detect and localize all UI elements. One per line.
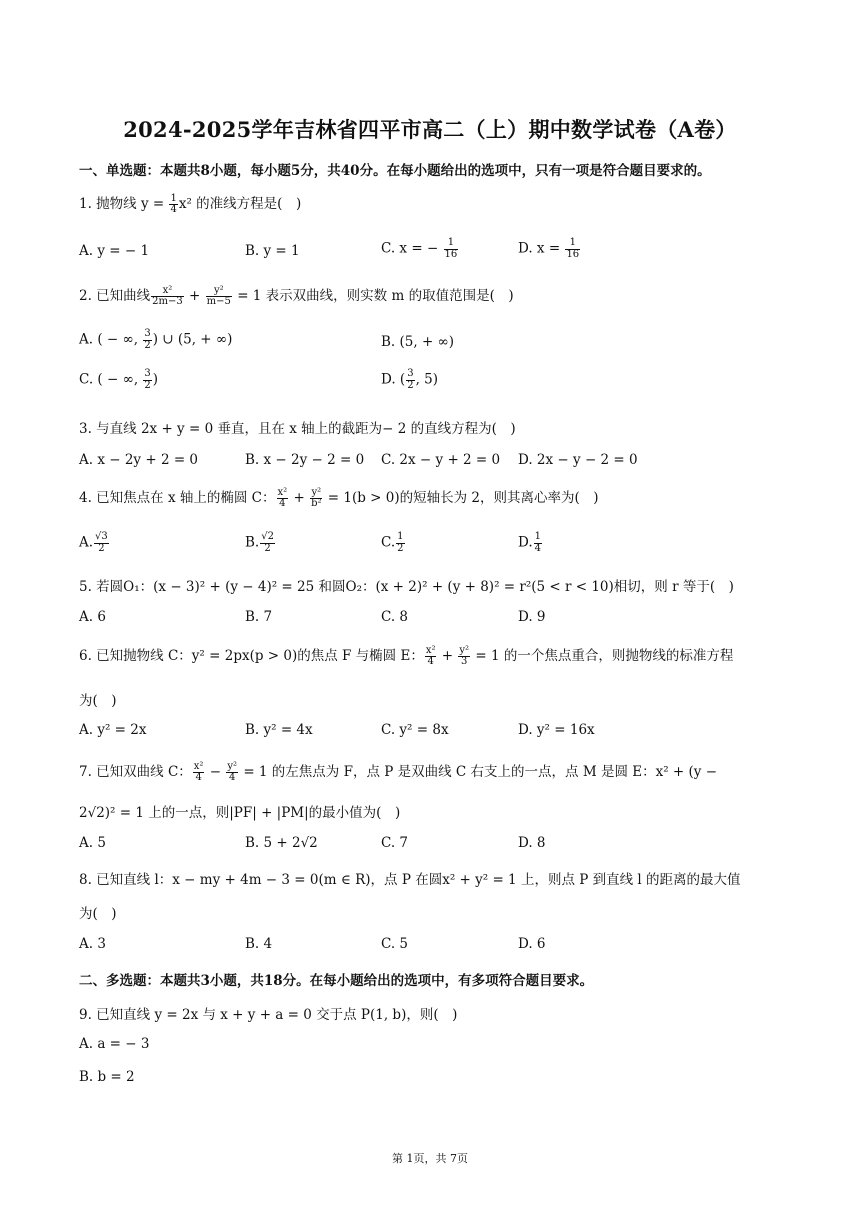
page-title: 2024-2025学年吉林省四平市高二（上）期中数学试卷（A卷）	[123, 117, 737, 142]
question-1-option-d: D. x = $\frac{1}{16}$	[518, 237, 580, 260]
question-3-option-b: B. x − 2y − 2 = 0	[245, 452, 365, 468]
question-7-option-d: D. 8	[518, 835, 546, 851]
section-heading-multi-choice: 二、多选题：本题共3小题，共18分。在每小题给出的选项中，有多项符合题目要求。	[79, 973, 594, 989]
question-1-text-b: x² 的准线方程是( )	[178, 196, 302, 212]
question-7-option-c: C. 7	[381, 835, 409, 851]
question-8-option-d: D. 6	[518, 936, 546, 952]
question-3-option-c: C. 2x − y + 2 = 0	[381, 452, 501, 468]
question-7-stem-cont: 2√2)² = 1 上的一点，则|PF| + |PM|的最小值为( )	[79, 805, 401, 821]
question-1-text-a: 1. 抛物线 y =	[79, 196, 169, 212]
question-4-stem: 4. 已知焦点在 x 轴上的椭圆 C： $\frac{\text{x²}}{4}$ + $\frac{\text{y²}}{\text{b²}}$ = 1(b > 0)的短轴长为 2，则其离心率为( )	[79, 486, 599, 509]
question-8-stem-cont: 为( )	[79, 906, 117, 922]
question-4-option-c: C. $\frac{1}{2}$	[381, 531, 404, 554]
question-9-stem: 9. 已知直线 y = 2x 与 x + y + a = 0 交于点 P(1, b)，则( )	[79, 1007, 458, 1023]
question-6-option-c: C. y² = 8x	[381, 722, 449, 738]
question-8-option-c: C. 5	[381, 936, 409, 952]
question-3-option-d: D. 2x − y − 2 = 0	[518, 452, 638, 468]
question-1-option-c: C. x = − $\frac{1}{16}$	[381, 237, 458, 260]
question-9-option-a: A. a = − 3	[79, 1036, 150, 1052]
question-6-option-d: D. y² = 16x	[518, 722, 595, 738]
question-8-option-a: A. 3	[79, 936, 106, 952]
question-7-stem: 7. 已知双曲线 C： $\frac{\text{x²}}{4}$ − $\frac{\text{y²}}{4}$ = 1 的左焦点为 F，点 P 是双曲线 C 右支上的一点，点 M 是圆 E：x² + (y −	[79, 760, 718, 783]
question-8-option-b: B. 4	[245, 936, 273, 952]
question-9-option-b: B. b = 2	[79, 1069, 135, 1085]
question-7-option-b: B. 5 + 2√2	[245, 835, 318, 851]
question-2-option-d: D. ( $\frac{3}{2}$ , 5)	[381, 368, 439, 391]
question-8-stem: 8. 已知直线 l：x − my + 4m − 3 = 0(m ∈ R)，点 P 在圆x² + y² = 1 上，则点 P 到直线 l 的距离的最大值	[79, 872, 741, 888]
question-2-option-b: B. (5, + ∞)	[381, 334, 455, 350]
question-7-option-a: A. 5	[79, 835, 106, 851]
question-5-stem: 5. 若圆O₁：(x − 3)² + (y − 4)² = 25 和圆O₂：(x + 2)² + (y + 8)² = r²(5 < r < 10)相切，则 r 等于( )	[79, 579, 734, 595]
question-1-stem	[79, 192, 301, 216]
question-5-option-c: C. 8	[381, 609, 409, 625]
question-5-option-a: A. 6	[79, 609, 106, 625]
question-3-option-a: A. x − 2y + 2 = 0	[79, 452, 199, 468]
question-3-stem: 3. 与直线 2x + y = 0 垂直，且在 x 轴上的截距为− 2 的直线方程为( )	[79, 421, 516, 437]
question-4-option-a: A. $\frac{√3}{2}$	[79, 531, 108, 554]
question-1-option-a: A. y = − 1	[79, 243, 150, 259]
page-footer: 第 1页，共 7页	[392, 1152, 468, 1165]
section-heading-single-choice: 一、单选题：本题共8小题，每小题5分，共40分。在每小题给出的选项中，只有一项是符合题目要求的。	[79, 163, 711, 179]
question-2-option-a: A. ( − ∞, $\frac{3}{2}$ ) ∪ (5, + ∞)	[79, 328, 233, 351]
question-4-option-d: D. $\frac{1}{4}$	[518, 531, 542, 554]
question-5-option-d: D. 9	[518, 609, 546, 625]
question-1-option-b: B. y = 1	[245, 243, 300, 259]
question-6-stem: 6. 已知抛物线 C：y² = 2px(p > 0)的焦点 F 与椭圆 E： $\frac{\text{x²}}{4}$ + $\frac{\text{y²}}{3}$ = 1 的一个焦点重合，则抛物线的标准方程	[79, 644, 734, 667]
question-4-option-b: B. $\frac{√2}{2}$	[245, 531, 274, 554]
question-2-stem: 2. 已知曲线 $\frac{\text{x²}}{2m-3}$ + $\frac{\text{y²}}{m-5}$ = 1 表示双曲线，则实数 m 的取值范围是( )	[79, 284, 514, 307]
question-5-option-b: B. 7	[245, 609, 273, 625]
question-2-option-c: C. ( − ∞, $\frac{3}{2}$ )	[79, 368, 159, 391]
fraction: $\frac{1}{4}$	[170, 192, 177, 215]
question-6-stem-cont: 为( )	[79, 693, 117, 709]
question-6-option-b: B. y² = 4x	[245, 722, 313, 738]
question-6-option-a: A. y² = 2x	[79, 722, 147, 738]
